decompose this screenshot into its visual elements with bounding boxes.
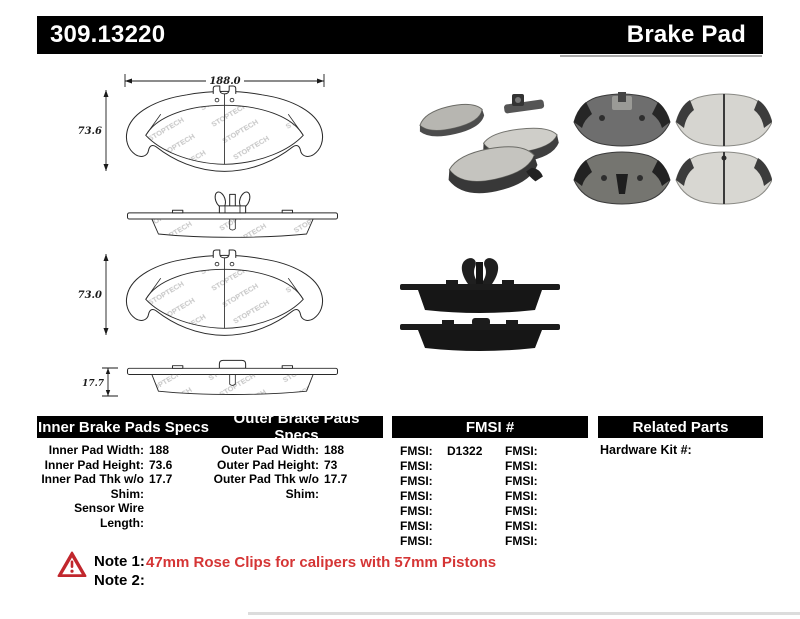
dimension-thickness — [82, 368, 118, 396]
table-row: FMSI: — [400, 489, 433, 503]
warning-icon — [57, 551, 87, 578]
table-row: FMSI: — [505, 519, 538, 533]
table-row: Outer Pad Height: 73 — [216, 457, 338, 472]
table-header-pads-specs — [37, 410, 383, 444]
photo-pad-friction-2 — [676, 152, 772, 204]
photo-sensor-clip — [504, 94, 545, 114]
svg-text:73.0: 73.0 — [77, 290, 102, 301]
note1-text: 47mm Rose Clips for calipers with 57mm Pistons — [146, 554, 497, 571]
table-row: FMSI: — [505, 534, 538, 548]
table-row: Inner Pad Width: 188 — [48, 443, 170, 457]
table-row: FMSI: — [505, 459, 538, 473]
page-title: Brake Pad — [626, 21, 746, 48]
fmsi-column-1 — [400, 444, 482, 549]
fmsi-column-2 — [505, 444, 552, 549]
table-row: Sensor Wire Length: — [74, 501, 144, 530]
svg-text:188.0: 188.0 — [209, 76, 241, 87]
dimension-height-outer — [78, 254, 109, 335]
table-row: FMSI: — [505, 489, 538, 503]
bottom-divider — [248, 612, 800, 615]
table-row: FMSI: — [400, 474, 433, 488]
outer-specs-column — [212, 443, 362, 501]
note1-label: Note 1: — [94, 553, 145, 570]
photo-edge-pad-with-clip — [400, 258, 560, 313]
table-row: FMSI: — [400, 504, 433, 518]
part-number: 309.13220 — [50, 21, 166, 48]
table-header-related-parts: Related Parts — [598, 416, 763, 438]
pad-side-view — [128, 360, 338, 394]
table-row: FMSI: — [400, 459, 433, 473]
photo-pad-backing-1 — [574, 92, 670, 146]
photo-pad-backing-2 — [574, 152, 670, 204]
table-header-fmsi: FMSI # — [392, 416, 588, 438]
table-header-inner-specs: Inner Brake Pads Specs — [38, 418, 209, 436]
inner-pad-front-view — [126, 86, 322, 171]
svg-text:73.6: 73.6 — [77, 126, 102, 137]
table-row: Hardware Kit #: — [600, 443, 692, 457]
table-row: FMSI: — [400, 519, 433, 533]
note2-label: Note 2: — [94, 572, 145, 589]
outer-pad-front-view — [126, 250, 322, 335]
product-photo-edge-views — [398, 252, 563, 352]
photo-pad-friction-1 — [676, 94, 772, 146]
product-photo-flat-set — [572, 88, 772, 206]
photo-pad-back — [417, 101, 487, 140]
page-header-bar — [37, 16, 763, 54]
table-header-outer-specs: Outer Brake Pads Specs — [233, 410, 360, 444]
table-row: Outer Pad Width: 188 — [221, 443, 345, 457]
product-photo-angled-set — [392, 92, 567, 204]
table-row: Outer Pad Thk w/o Shim: 17.7 — [213, 472, 348, 501]
technical-drawings — [48, 60, 393, 405]
photo-edge-pad-plain — [400, 318, 560, 351]
table-row: FMSI: D1322 — [400, 444, 483, 458]
pad-top-view-with-clip — [128, 191, 338, 238]
header-underline — [560, 55, 762, 57]
svg-text:17.7: 17.7 — [82, 379, 104, 389]
table-row: FMSI: — [505, 474, 538, 488]
table-row: FMSI: — [505, 444, 538, 458]
table-row: Inner Pad Thk w/o Shim: 17.7 — [41, 472, 173, 501]
dimension-height-inner — [78, 90, 109, 171]
inner-specs-column — [37, 443, 187, 531]
table-row: FMSI: — [505, 504, 538, 518]
table-row: Inner Pad Height: 73.6 — [44, 457, 173, 472]
table-row: FMSI: — [400, 534, 433, 548]
related-parts-column — [600, 443, 692, 457]
dimension-width — [125, 74, 324, 87]
